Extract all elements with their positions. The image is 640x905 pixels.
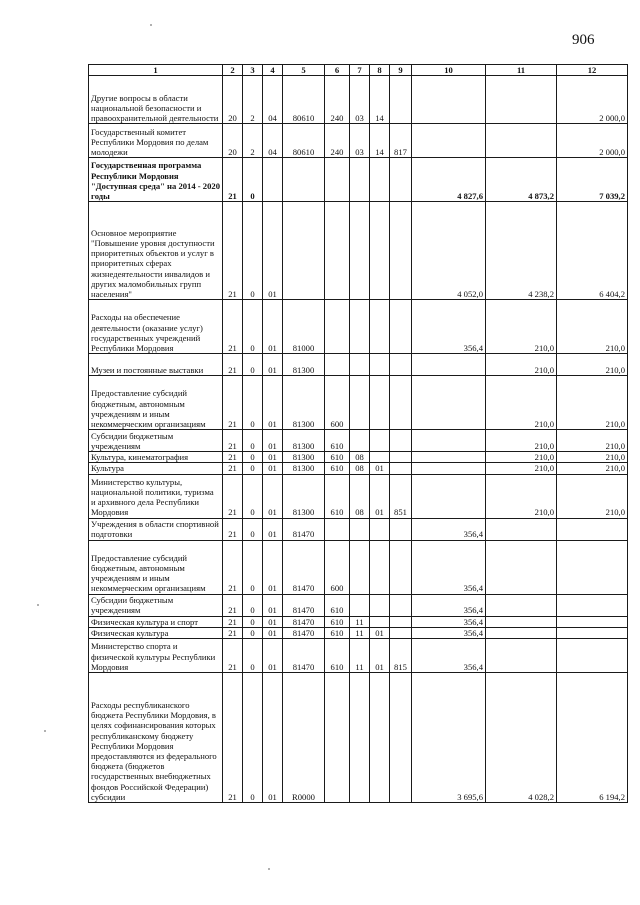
table-cell: 01 <box>263 627 283 638</box>
table-cell: 81000 <box>283 300 325 354</box>
table-cell: 240 <box>325 76 350 124</box>
table-row <box>89 202 628 300</box>
table-cell <box>412 463 486 474</box>
table-cell: 0 <box>243 639 263 673</box>
table-cell <box>390 673 412 803</box>
table-cell: 81470 <box>283 639 325 673</box>
table-row <box>89 430 628 452</box>
row-description: Государственный комитет Республики Мордовия по делам молодежи <box>89 124 223 158</box>
table-cell <box>370 158 390 202</box>
table-cell <box>557 540 628 594</box>
table-cell: 0 <box>243 518 263 540</box>
row-description: Учреждения в области спортивной подготовки <box>89 518 223 540</box>
table-cell <box>283 158 325 202</box>
row-description: Культура, кинематография <box>89 452 223 463</box>
column-header: 8 <box>370 65 390 76</box>
table-cell <box>486 76 557 124</box>
table-cell: 21 <box>223 627 243 638</box>
table-cell: 20 <box>223 76 243 124</box>
table-cell: 3 695,6 <box>412 673 486 803</box>
table-cell: 610 <box>325 430 350 452</box>
table-cell: 210,0 <box>557 463 628 474</box>
table-cell: 610 <box>325 463 350 474</box>
table-cell <box>486 616 557 627</box>
table-cell <box>370 376 390 430</box>
table-cell: 210,0 <box>486 452 557 463</box>
table-cell <box>557 616 628 627</box>
table-cell: 04 <box>263 124 283 158</box>
table-cell: 81470 <box>283 616 325 627</box>
table-cell <box>350 540 370 594</box>
table-cell <box>350 354 370 376</box>
column-header: 2 <box>223 65 243 76</box>
table-cell: 03 <box>350 76 370 124</box>
table-cell <box>350 594 370 616</box>
table-cell: 2 000,0 <box>557 124 628 158</box>
table-cell: 4 238,2 <box>486 202 557 300</box>
table-cell: 21 <box>223 452 243 463</box>
table-cell <box>390 540 412 594</box>
table-row <box>89 158 628 202</box>
table-cell: 01 <box>263 376 283 430</box>
row-description: Расходы на обеспечение деятельности (оказание услуг) государственных учреждений Республики Мордовия <box>89 300 223 354</box>
table-cell: 0 <box>243 616 263 627</box>
table-cell <box>283 202 325 300</box>
table-cell: 210,0 <box>486 430 557 452</box>
table-cell: 600 <box>325 376 350 430</box>
table-cell <box>412 452 486 463</box>
table-cell: 21 <box>223 540 243 594</box>
table-cell: 01 <box>263 639 283 673</box>
table-cell: 21 <box>223 616 243 627</box>
table-cell: 356,4 <box>412 639 486 673</box>
table-cell <box>390 594 412 616</box>
table-cell: 01 <box>263 540 283 594</box>
table-cell: 21 <box>223 474 243 518</box>
table-cell: 7 039,2 <box>557 158 628 202</box>
table-cell: 01 <box>263 616 283 627</box>
table-cell: 817 <box>390 124 412 158</box>
table-cell <box>325 673 350 803</box>
table-cell: R0000 <box>283 673 325 803</box>
table-cell <box>390 518 412 540</box>
table-cell: 21 <box>223 463 243 474</box>
row-description: Министерство спорта и физической культуры Республики Мордовия <box>89 639 223 673</box>
table-cell: 0 <box>243 354 263 376</box>
table-row <box>89 300 628 354</box>
table-row <box>89 518 628 540</box>
table-cell: 600 <box>325 540 350 594</box>
table-cell <box>390 76 412 124</box>
table-cell: 11 <box>350 639 370 673</box>
table-cell: 610 <box>325 616 350 627</box>
table-cell: 01 <box>263 463 283 474</box>
table-row <box>89 452 628 463</box>
scan-speck <box>150 24 152 26</box>
table-cell: 01 <box>263 518 283 540</box>
row-description: Предоставление субсидий бюджетным, автономным учреждениям и иным некоммерческим организациям <box>89 376 223 430</box>
table-row <box>89 124 628 158</box>
table-cell <box>412 76 486 124</box>
table-cell: 240 <box>325 124 350 158</box>
table-cell: 21 <box>223 202 243 300</box>
table-cell <box>370 540 390 594</box>
table-cell <box>350 376 370 430</box>
table-cell <box>370 518 390 540</box>
table-row <box>89 376 628 430</box>
table-cell <box>412 124 486 158</box>
table-cell: 21 <box>223 594 243 616</box>
row-description: Физическая культура <box>89 627 223 638</box>
scan-speck <box>37 604 39 606</box>
table-cell <box>412 376 486 430</box>
table-cell: 6 194,2 <box>557 673 628 803</box>
column-header: 4 <box>263 65 283 76</box>
table-cell <box>390 376 412 430</box>
table-cell <box>390 452 412 463</box>
table-cell: 81470 <box>283 518 325 540</box>
table-cell: 210,0 <box>486 354 557 376</box>
table-cell: 08 <box>350 452 370 463</box>
table-cell: 81300 <box>283 354 325 376</box>
column-header: 1 <box>89 65 223 76</box>
column-header: 7 <box>350 65 370 76</box>
table-cell: 210,0 <box>557 300 628 354</box>
scan-speck <box>268 868 270 870</box>
table-cell: 21 <box>223 300 243 354</box>
table-cell <box>370 300 390 354</box>
budget-table <box>88 64 628 803</box>
table-cell: 610 <box>325 627 350 638</box>
table-cell <box>370 202 390 300</box>
table-cell: 03 <box>350 124 370 158</box>
table-cell: 0 <box>243 158 263 202</box>
table-cell: 210,0 <box>557 376 628 430</box>
table-cell: 81470 <box>283 540 325 594</box>
scan-speck <box>44 730 46 732</box>
table-cell: 81470 <box>283 627 325 638</box>
table-cell: 01 <box>263 673 283 803</box>
table-row <box>89 463 628 474</box>
table-cell: 01 <box>263 354 283 376</box>
table-cell <box>390 354 412 376</box>
table-cell <box>486 627 557 638</box>
table-cell: 01 <box>263 430 283 452</box>
table-cell: 01 <box>370 627 390 638</box>
table-cell: 4 873,2 <box>486 158 557 202</box>
table-cell: 210,0 <box>486 300 557 354</box>
table-cell: 08 <box>350 474 370 518</box>
table-cell <box>390 202 412 300</box>
table-cell <box>325 518 350 540</box>
table-row <box>89 354 628 376</box>
table-cell: 81300 <box>283 430 325 452</box>
table-cell: 01 <box>263 202 283 300</box>
table-cell <box>557 627 628 638</box>
table-cell: 2 <box>243 124 263 158</box>
table-cell: 4 028,2 <box>486 673 557 803</box>
table-cell: 210,0 <box>557 354 628 376</box>
row-description: Расходы республиканского бюджета Республики Мордовия, в целях софинансирования которых республиканскому бюджету Республики Мордовия предоставляются из федерального бюджета (бюджетов государственных внебюджетных фондов Российской Федерации) субсидии <box>89 673 223 803</box>
table-row <box>89 474 628 518</box>
table-cell <box>350 518 370 540</box>
table-cell <box>390 627 412 638</box>
table-cell: 21 <box>223 518 243 540</box>
table-cell <box>557 518 628 540</box>
table-cell: 81300 <box>283 463 325 474</box>
table-cell: 01 <box>370 639 390 673</box>
table-cell: 01 <box>263 452 283 463</box>
table-cell <box>350 158 370 202</box>
table-cell: 14 <box>370 76 390 124</box>
table-row <box>89 627 628 638</box>
table-cell <box>370 594 390 616</box>
table-cell: 0 <box>243 673 263 803</box>
table-cell <box>370 673 390 803</box>
table-cell: 81300 <box>283 376 325 430</box>
table-cell <box>390 158 412 202</box>
table-cell <box>390 616 412 627</box>
table-cell: 0 <box>243 594 263 616</box>
table-cell: 21 <box>223 673 243 803</box>
table-cell <box>412 354 486 376</box>
table-cell: 2 <box>243 76 263 124</box>
table-cell <box>390 430 412 452</box>
table-row <box>89 616 628 627</box>
table-cell: 815 <box>390 639 412 673</box>
table-cell: 2 000,0 <box>557 76 628 124</box>
table-row <box>89 594 628 616</box>
table-cell: 210,0 <box>486 376 557 430</box>
table-cell <box>412 430 486 452</box>
row-description: Предоставление субсидий бюджетным, автономным учреждениям и иным некоммерческим организациям <box>89 540 223 594</box>
table-cell <box>350 673 370 803</box>
table-cell: 210,0 <box>557 452 628 463</box>
row-description: Министерство культуры, национальной политики, туризма и архивного дела Республики Мордовия <box>89 474 223 518</box>
row-description: Музеи и постоянные выставки <box>89 354 223 376</box>
table-cell: 0 <box>243 463 263 474</box>
table-cell <box>486 594 557 616</box>
table-cell: 01 <box>263 474 283 518</box>
table-cell: 356,4 <box>412 300 486 354</box>
table-cell: 210,0 <box>557 474 628 518</box>
table-cell <box>350 300 370 354</box>
table-cell: 210,0 <box>486 474 557 518</box>
table-cell <box>486 124 557 158</box>
table-cell: 4 052,0 <box>412 202 486 300</box>
table-cell: 20 <box>223 124 243 158</box>
table-cell: 0 <box>243 300 263 354</box>
table-cell: 0 <box>243 376 263 430</box>
table-cell <box>370 430 390 452</box>
table-cell <box>557 639 628 673</box>
table-cell: 21 <box>223 376 243 430</box>
column-header: 10 <box>412 65 486 76</box>
table-cell: 01 <box>263 594 283 616</box>
table-cell: 21 <box>223 158 243 202</box>
table-cell: 08 <box>350 463 370 474</box>
row-description: Культура <box>89 463 223 474</box>
table-cell: 610 <box>325 594 350 616</box>
table-cell: 01 <box>263 300 283 354</box>
table-cell: 01 <box>370 463 390 474</box>
table-cell: 04 <box>263 76 283 124</box>
table-cell: 6 404,2 <box>557 202 628 300</box>
table-cell <box>557 594 628 616</box>
table-row <box>89 639 628 673</box>
table-cell <box>350 430 370 452</box>
table-cell <box>486 518 557 540</box>
table-cell: 356,4 <box>412 627 486 638</box>
table-cell <box>325 354 350 376</box>
table-cell: 610 <box>325 639 350 673</box>
table-cell <box>350 202 370 300</box>
table-cell: 81470 <box>283 594 325 616</box>
row-description: Субсидии бюджетным учреждениям <box>89 430 223 452</box>
table-cell: 80610 <box>283 76 325 124</box>
column-header: 12 <box>557 65 628 76</box>
table-cell: 0 <box>243 452 263 463</box>
table-cell <box>390 463 412 474</box>
table-cell: 0 <box>243 540 263 594</box>
table-row <box>89 673 628 803</box>
page-number: 906 <box>572 32 595 48</box>
table-cell: 11 <box>350 627 370 638</box>
table-cell: 0 <box>243 430 263 452</box>
table-cell <box>325 202 350 300</box>
column-header: 3 <box>243 65 263 76</box>
table-cell: 21 <box>223 354 243 376</box>
table-cell: 610 <box>325 452 350 463</box>
table-header-row <box>89 65 628 76</box>
table-cell: 80610 <box>283 124 325 158</box>
column-header: 11 <box>486 65 557 76</box>
table-cell: 11 <box>350 616 370 627</box>
table-cell: 0 <box>243 202 263 300</box>
row-description: Основное мероприятие "Повышение уровня доступности приоритетных объектов и услуг в приоритетных сферах жизнедеятельности инвалидов и других маломобильных групп населения" <box>89 202 223 300</box>
row-description: Государственная программа Республики Мордовия "Доступная среда" на 2014 - 2020 годы <box>89 158 223 202</box>
table-cell: 356,4 <box>412 540 486 594</box>
table-cell: 356,4 <box>412 616 486 627</box>
table-cell: 81300 <box>283 474 325 518</box>
table-cell: 356,4 <box>412 594 486 616</box>
table-cell: 0 <box>243 627 263 638</box>
row-description: Субсидии бюджетным учреждениям <box>89 594 223 616</box>
table-cell <box>370 452 390 463</box>
table-cell: 4 827,6 <box>412 158 486 202</box>
table-cell <box>325 300 350 354</box>
table-cell <box>486 540 557 594</box>
row-description: Другие вопросы в области национальной безопасности и правоохранительной деятельности <box>89 76 223 124</box>
table-row <box>89 76 628 124</box>
table-cell <box>486 639 557 673</box>
table-cell: 14 <box>370 124 390 158</box>
table-cell: 851 <box>390 474 412 518</box>
table-cell <box>325 158 350 202</box>
table-cell <box>370 616 390 627</box>
table-cell: 21 <box>223 639 243 673</box>
column-header: 6 <box>325 65 350 76</box>
table-cell <box>370 354 390 376</box>
table-cell: 21 <box>223 430 243 452</box>
row-description: Физическая культура и спорт <box>89 616 223 627</box>
table-cell: 81300 <box>283 452 325 463</box>
table-cell: 0 <box>243 474 263 518</box>
table-cell: 01 <box>370 474 390 518</box>
table-cell: 210,0 <box>557 430 628 452</box>
table-cell <box>412 474 486 518</box>
table-cell: 356,4 <box>412 518 486 540</box>
table-cell: 210,0 <box>486 463 557 474</box>
column-header: 9 <box>390 65 412 76</box>
table-cell <box>390 300 412 354</box>
column-header: 5 <box>283 65 325 76</box>
table-cell: 610 <box>325 474 350 518</box>
table-row <box>89 540 628 594</box>
table-cell <box>263 158 283 202</box>
